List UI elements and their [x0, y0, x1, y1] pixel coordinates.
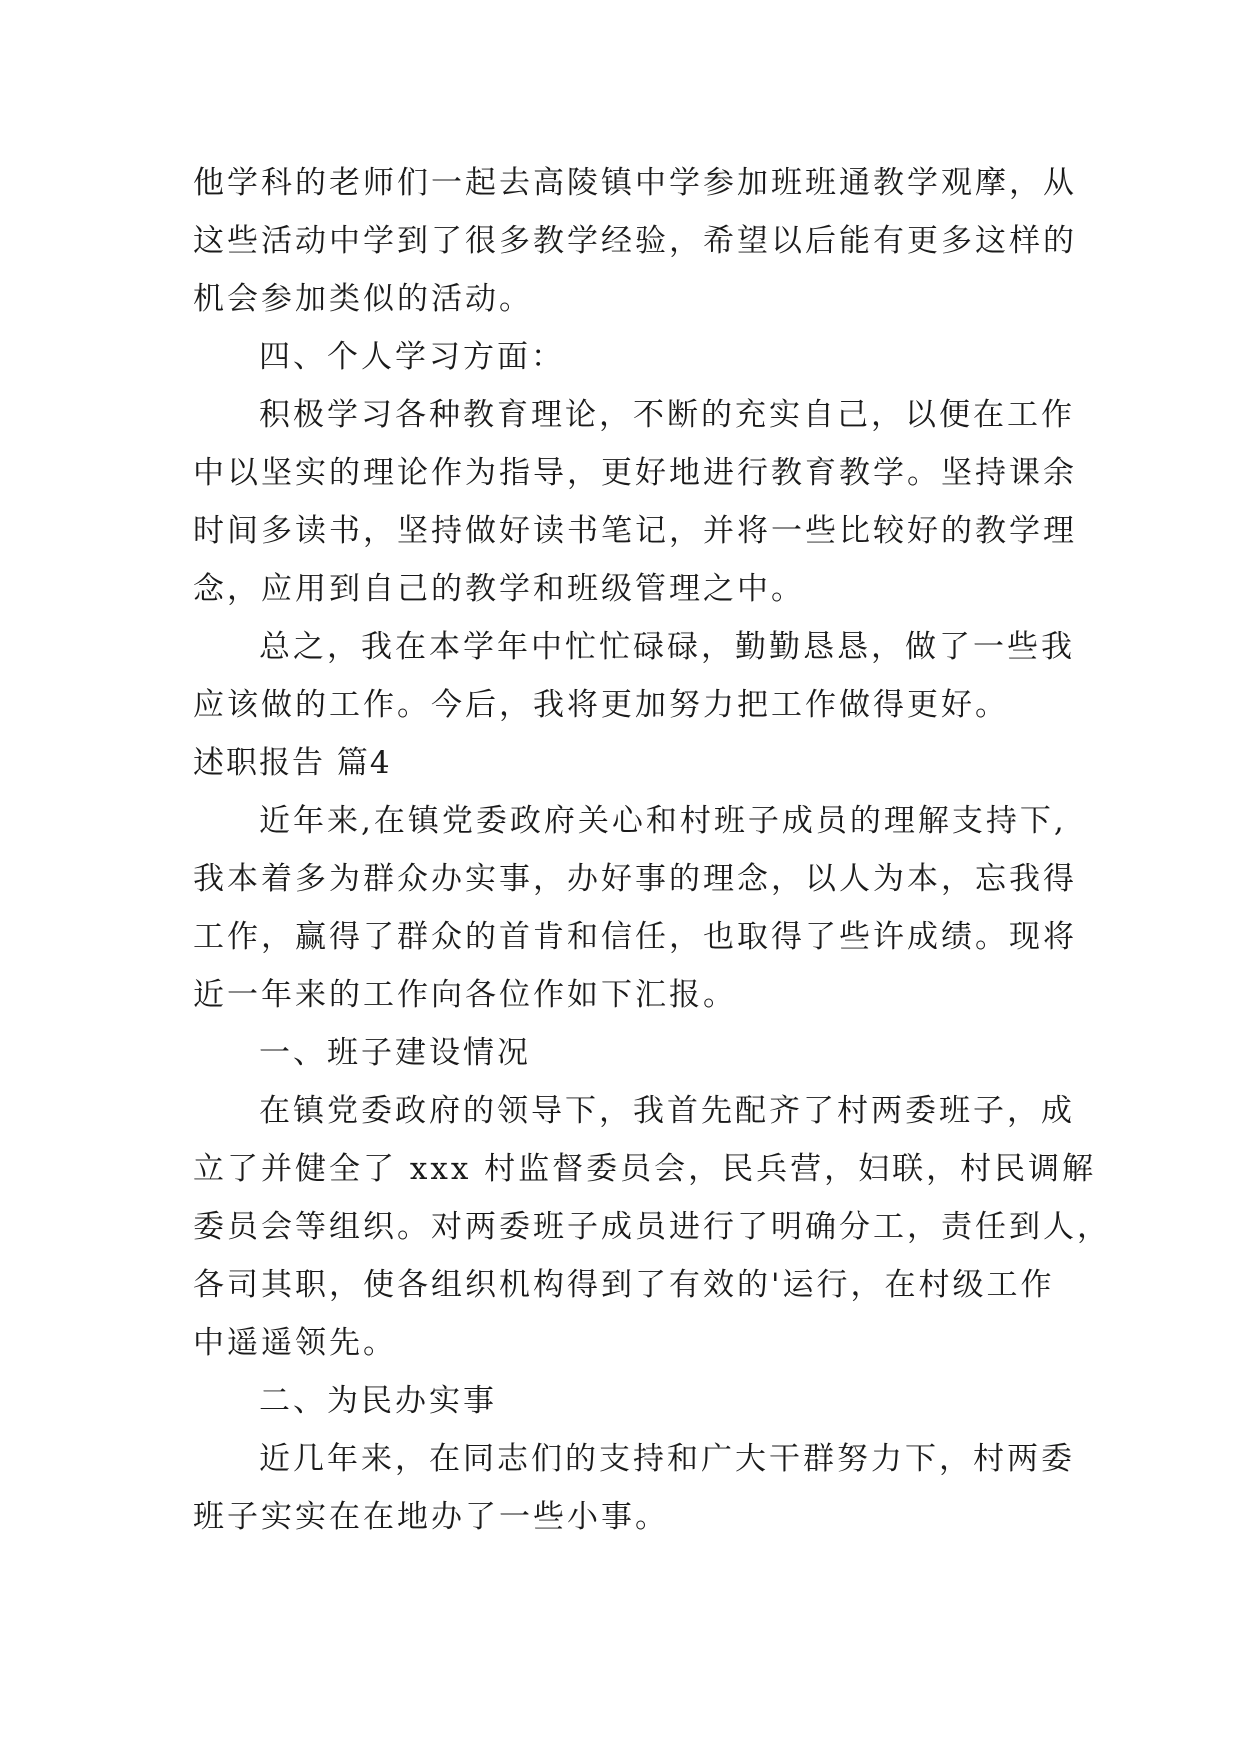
text-line: 中遥遥领先。: [193, 1325, 397, 1361]
text-line: 这些活动中学到了很多教学经验，希望以后能有更多这样的: [193, 223, 1077, 259]
text-line: 班子实实在在地办了一些小事。: [193, 1499, 669, 1535]
text-line: 他学科的老师们一起去高陵镇中学参加班班通教学观摩，从: [193, 165, 1077, 201]
text-line: 一、班子建设情况: [259, 1035, 531, 1071]
section-heading: 述职报告 篇4: [193, 745, 392, 781]
text-line: 在镇党委政府的领导下，我首先配齐了村两委班子，成: [259, 1093, 1075, 1129]
text-line: 工作，赢得了群众的首肯和信任，也取得了些许成绩。现将: [193, 919, 1077, 955]
text-line: 总之，我在本学年中忙忙碌碌，勤勤恳恳，做了一些我: [259, 629, 1075, 665]
text-line: 各司其职，使各组织机构得到了有效的'运行，在村级工作: [193, 1267, 1055, 1303]
text-line: 应该做的工作。今后，我将更加努力把工作做得更好。: [193, 687, 1009, 723]
text-line: 时间多读书，坚持做好读书笔记，并将一些比较好的教学理: [193, 513, 1077, 549]
text-line: 近年来,在镇党委政府关心和村班子成员的理解支持下,: [259, 803, 1067, 839]
text-line: 委员会等组织。对两委班子成员进行了明确分工，责任到人，: [193, 1209, 1111, 1245]
text-line: 四、个人学习方面：: [259, 339, 565, 375]
text-line: 机会参加类似的活动。: [193, 281, 533, 317]
text-line: 二、为民办实事: [259, 1383, 497, 1419]
text-line: 积极学习各种教育理论，不断的充实自己，以便在工作: [259, 397, 1075, 433]
text-line: 近一年来的工作向各位作如下汇报。: [193, 977, 737, 1013]
text-line: 立了并健全了 xxx 村监督委员会，民兵营，妇联，村民调解: [193, 1151, 1097, 1187]
report-body: [193, 154, 1111, 1546]
text-line: 中以坚实的理论作为指导，更好地进行教育教学。坚持课余: [193, 455, 1077, 491]
text-line: 我本着多为群众办实事，办好事的理念，以人为本，忘我得: [193, 861, 1077, 897]
text-line: 近几年来，在同志们的支持和广大干群努力下，村两委: [259, 1441, 1075, 1477]
text-line: 念，应用到自己的教学和班级管理之中。: [193, 571, 805, 607]
